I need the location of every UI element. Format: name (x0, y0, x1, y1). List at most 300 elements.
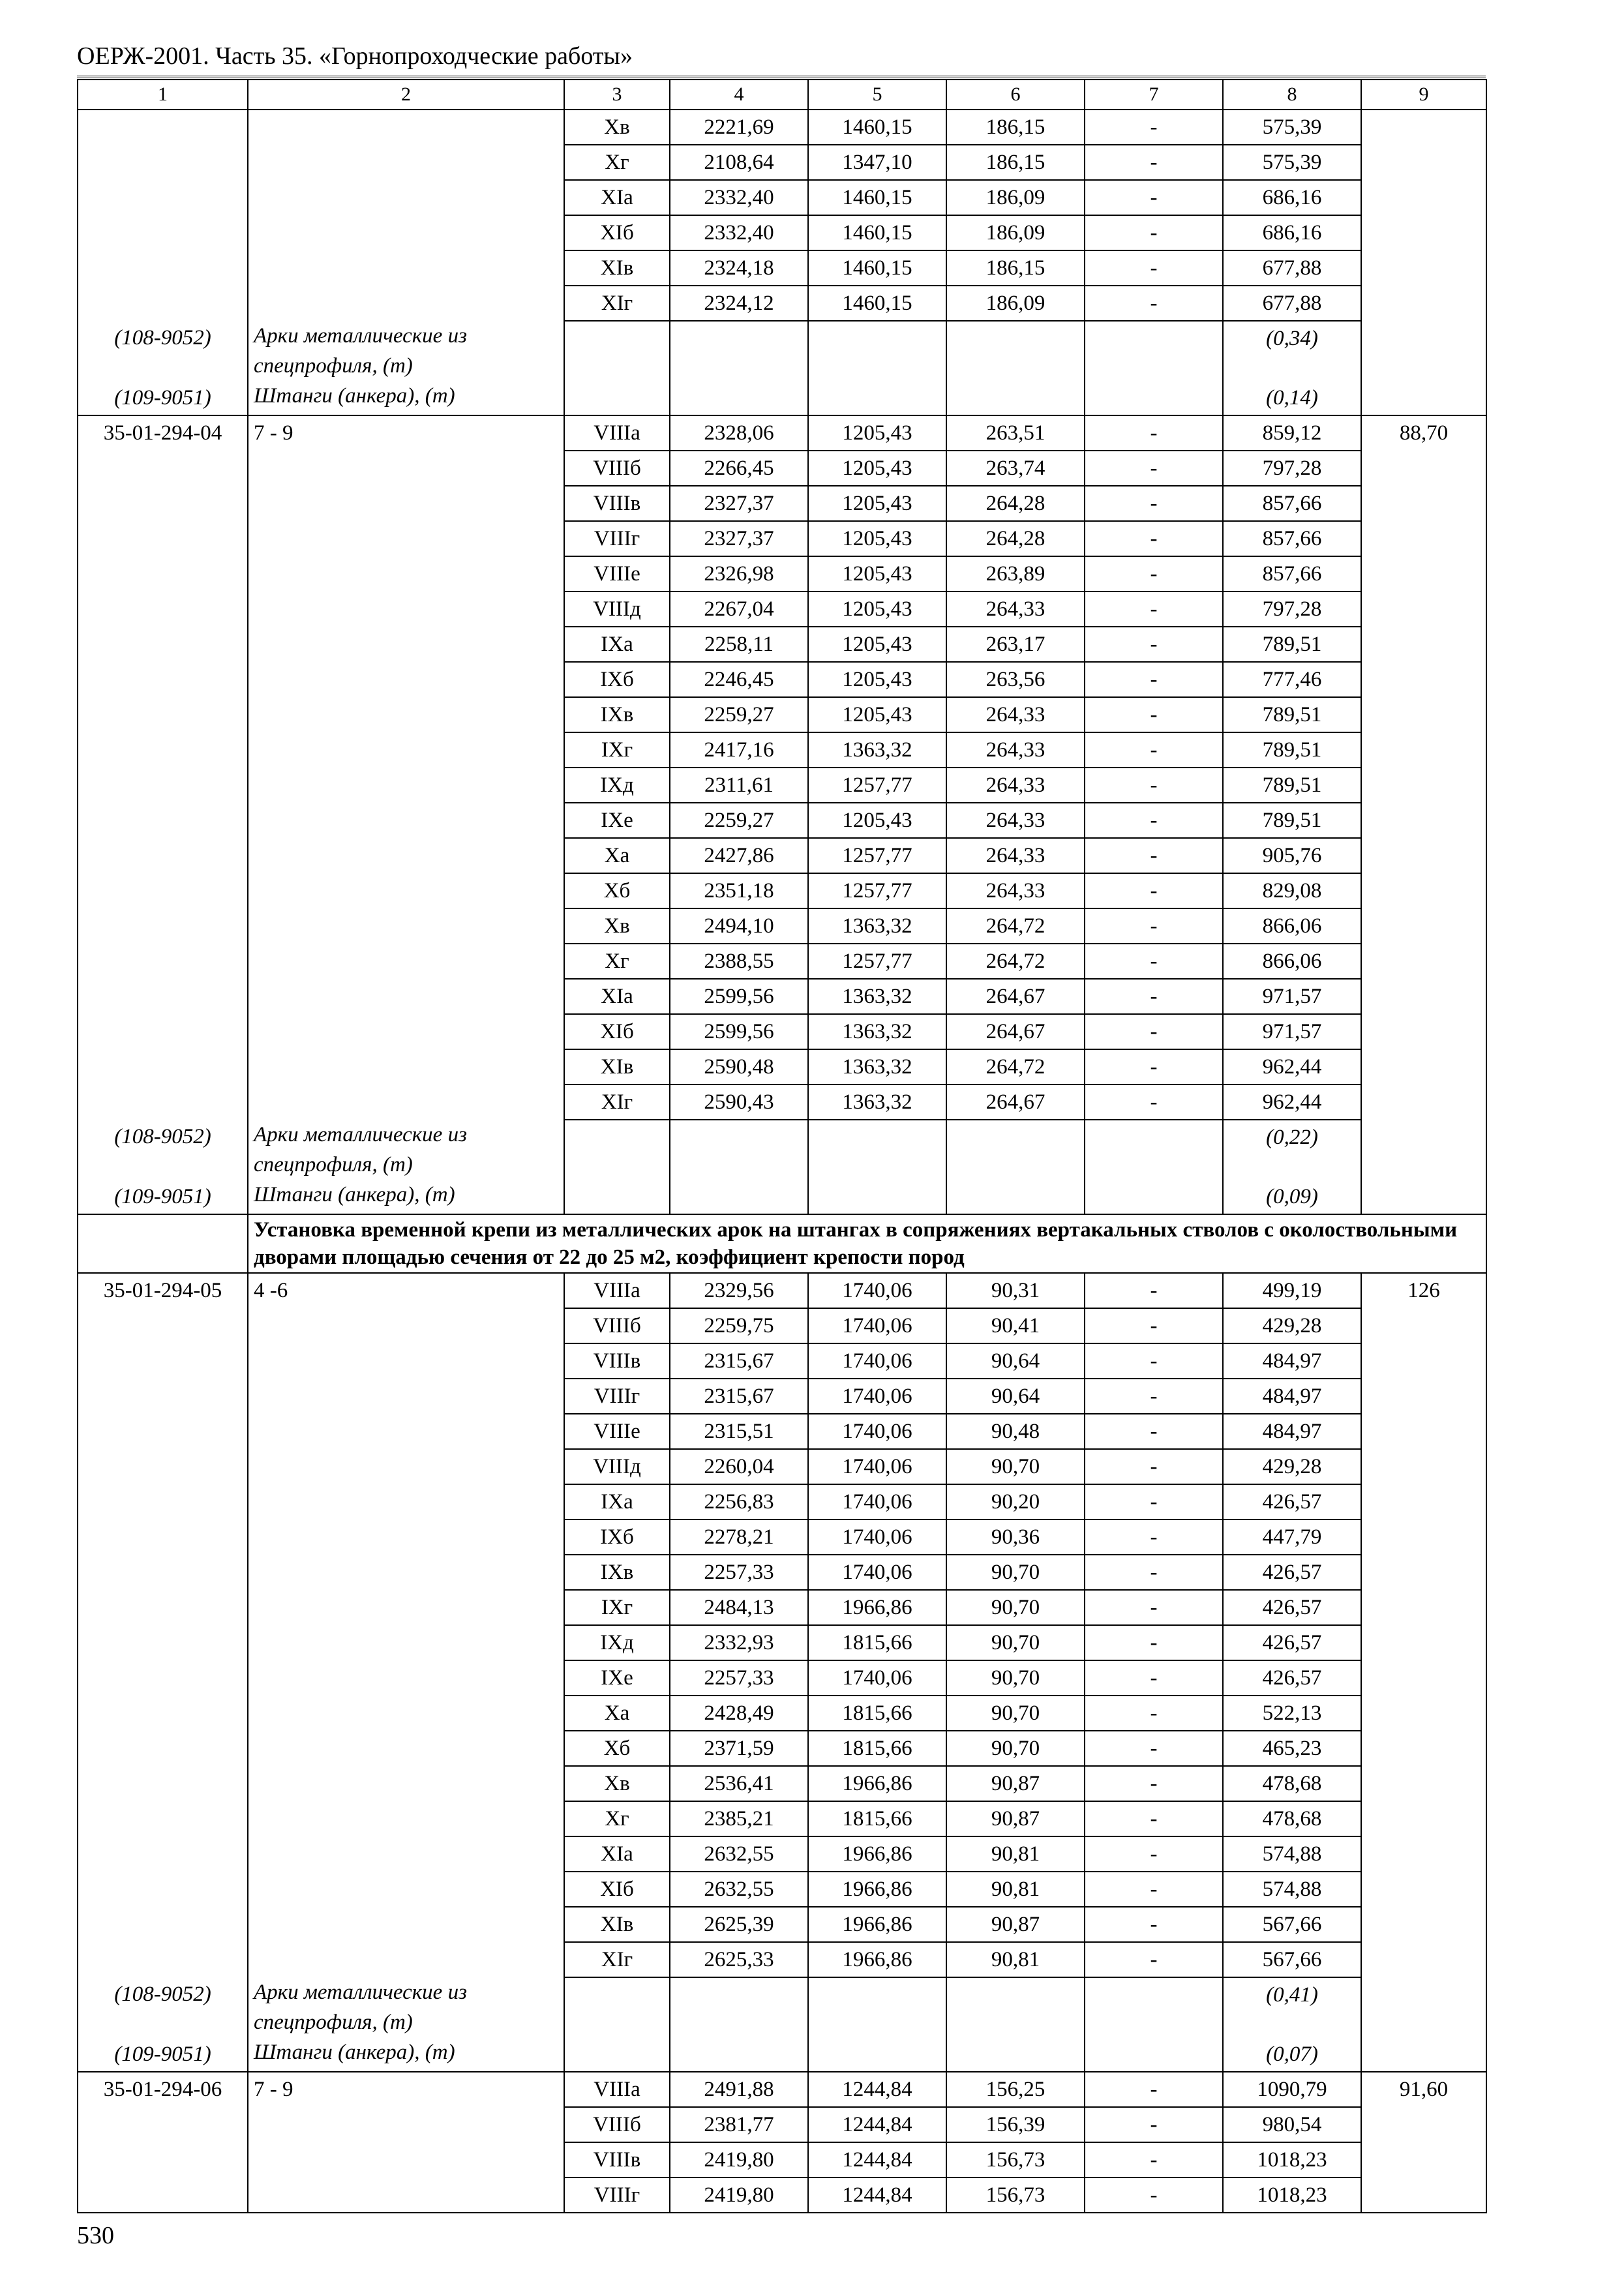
table-row (78, 521, 1486, 556)
machinists-pay: - (1085, 944, 1223, 979)
material-cost: 980,54 (1223, 2107, 1361, 2142)
table-row (78, 591, 1486, 627)
blank-cell (1361, 556, 1486, 591)
blank-cell (248, 1014, 564, 1049)
resource-row (78, 1180, 1486, 1214)
blank-cell (248, 2107, 564, 2142)
machinists-pay: - (1085, 697, 1223, 732)
labor-cost: 1460,15 (808, 215, 946, 250)
table-row (78, 1590, 1486, 1625)
table-row (78, 215, 1486, 250)
blank-cell (78, 486, 248, 521)
blank-cell (78, 1343, 248, 1379)
blank-cell (248, 1049, 564, 1085)
direct-costs: 2491,88 (670, 2072, 808, 2107)
ventilation-class: VIIIб (564, 2107, 670, 2142)
material-cost: 426,57 (1223, 1555, 1361, 1590)
blank-cell (248, 1555, 564, 1590)
ventilation-class: VIIIа (564, 2072, 670, 2107)
ventilation-class: VIIIб (564, 1308, 670, 1343)
blank-cell (1361, 908, 1486, 944)
blank-cell (248, 1308, 564, 1343)
table-row (78, 110, 1486, 145)
blank-cell (670, 381, 808, 415)
table-row (78, 1049, 1486, 1085)
blank-cell (1361, 2037, 1486, 2072)
column-number-4: 4 (670, 80, 808, 110)
blank-cell (1361, 1836, 1486, 1872)
blank-cell (248, 286, 564, 321)
blank-cell (248, 838, 564, 873)
resource-row (78, 321, 1486, 381)
ventilation-class: ХIа (564, 180, 670, 215)
ventilation-class: Хг (564, 944, 670, 979)
machine-cost: 264,33 (946, 873, 1085, 908)
blank-cell (1361, 768, 1486, 803)
direct-costs: 2267,04 (670, 591, 808, 627)
machinists-pay: - (1085, 627, 1223, 662)
blank-cell (248, 1942, 564, 1977)
labor-cost: 1244,84 (808, 2142, 946, 2177)
blank-cell (248, 1731, 564, 1766)
machinists-pay: - (1085, 908, 1223, 944)
machine-cost: 264,72 (946, 1049, 1085, 1085)
direct-costs: 2311,61 (670, 768, 808, 803)
table-row (78, 2142, 1486, 2177)
direct-costs: 2371,59 (670, 1731, 808, 1766)
blank-cell (248, 873, 564, 908)
machine-cost: 264,33 (946, 803, 1085, 838)
blank-cell (1361, 180, 1486, 215)
direct-costs: 2257,33 (670, 1660, 808, 1696)
machine-cost: 264,33 (946, 838, 1085, 873)
resource-code: (109-9051) (78, 2037, 248, 2072)
material-cost: 859,12 (1223, 415, 1361, 451)
ventilation-class: VIIIа (564, 1273, 670, 1308)
table-row (78, 1625, 1486, 1660)
table-row (78, 1273, 1486, 1308)
ventilation-class: Ха (564, 838, 670, 873)
blank-cell (670, 321, 808, 381)
ventilation-class: IХд (564, 768, 670, 803)
labor-cost: 1460,15 (808, 286, 946, 321)
blank-cell (78, 732, 248, 768)
blank-cell (78, 556, 248, 591)
blank-cell (1361, 1801, 1486, 1836)
blank-cell (78, 521, 248, 556)
blank-cell (1361, 1872, 1486, 1907)
blank-cell (1361, 662, 1486, 697)
ventilation-class: Хг (564, 145, 670, 180)
material-cost: 829,08 (1223, 873, 1361, 908)
blank-cell (248, 1379, 564, 1414)
ventilation-class: IХа (564, 1484, 670, 1519)
direct-costs: 2259,75 (670, 1308, 808, 1343)
blank-cell (78, 591, 248, 627)
table-row (78, 1343, 1486, 1379)
blank-cell (248, 2142, 564, 2177)
blank-cell (248, 803, 564, 838)
rock-hardness: 4 -6 (248, 1273, 564, 1308)
labor-cost: 1966,86 (808, 1872, 946, 1907)
table-row (78, 1801, 1486, 1836)
blank-cell (1361, 591, 1486, 627)
blank-cell (564, 1977, 670, 2037)
machinists-pay: - (1085, 1660, 1223, 1696)
blank-cell (1361, 486, 1486, 521)
norm-code: 35-01-294-06 (78, 2072, 248, 2107)
blank-cell (1361, 1120, 1486, 1180)
labor-cost: 1815,66 (808, 1625, 946, 1660)
blank-cell (1361, 451, 1486, 486)
machinists-pay: - (1085, 1555, 1223, 1590)
material-cost: 857,66 (1223, 521, 1361, 556)
ventilation-class: Хв (564, 1766, 670, 1801)
blank-cell (78, 873, 248, 908)
blank-cell (670, 2037, 808, 2072)
blank-cell (808, 2037, 946, 2072)
blank-cell (1085, 321, 1223, 381)
blank-cell (1361, 1014, 1486, 1049)
column-number-9: 9 (1361, 80, 1486, 110)
table-row (78, 1942, 1486, 1977)
machine-cost: 186,09 (946, 286, 1085, 321)
machine-cost: 90,87 (946, 1766, 1085, 1801)
labor-cost: 1205,43 (808, 486, 946, 521)
rock-hardness: 7 - 9 (248, 2072, 564, 2107)
resource-quantity: (0,09) (1223, 1180, 1361, 1214)
machine-cost: 186,15 (946, 110, 1085, 145)
blank-cell (78, 1696, 248, 1731)
labor-cost: 1460,15 (808, 180, 946, 215)
ventilation-class: Хв (564, 110, 670, 145)
blank-cell (1361, 1449, 1486, 1484)
blank-cell (78, 1555, 248, 1590)
ventilation-class: VIIIа (564, 415, 670, 451)
labor-cost: 1966,86 (808, 1836, 946, 1872)
blank-cell (78, 838, 248, 873)
machinists-pay: - (1085, 215, 1223, 250)
direct-costs: 2494,10 (670, 908, 808, 944)
machinists-pay: - (1085, 1273, 1223, 1308)
labor-cost: 1460,15 (808, 250, 946, 286)
labor-hours: 126 (1361, 1273, 1486, 1308)
machinists-pay: - (1085, 1590, 1223, 1625)
blank-cell (248, 1625, 564, 1660)
labor-cost: 1740,06 (808, 1379, 946, 1414)
blank-cell (564, 1180, 670, 1214)
blank-cell (78, 1484, 248, 1519)
ventilation-class: VIIIв (564, 2142, 670, 2177)
machine-cost: 264,33 (946, 732, 1085, 768)
ventilation-class: VIIIе (564, 1414, 670, 1449)
blank-cell (78, 286, 248, 321)
blank-cell (1361, 2107, 1486, 2142)
direct-costs: 2328,06 (670, 415, 808, 451)
direct-costs: 2266,45 (670, 451, 808, 486)
blank-cell (248, 1590, 564, 1625)
blank-cell (1361, 2142, 1486, 2177)
material-cost: 574,88 (1223, 1836, 1361, 1872)
labor-cost: 1257,77 (808, 838, 946, 873)
table-row (78, 944, 1486, 979)
blank-cell (78, 1907, 248, 1942)
labor-cost: 1347,10 (808, 145, 946, 180)
blank-cell (1361, 2177, 1486, 2213)
machine-cost: 90,70 (946, 1696, 1085, 1731)
machinists-pay: - (1085, 1801, 1223, 1836)
material-cost: 426,57 (1223, 1660, 1361, 1696)
blank-cell (1361, 1977, 1486, 2037)
direct-costs: 2256,83 (670, 1484, 808, 1519)
direct-costs: 2258,11 (670, 627, 808, 662)
direct-costs: 2428,49 (670, 1696, 808, 1731)
blank-cell (78, 1942, 248, 1977)
machinists-pay: - (1085, 1343, 1223, 1379)
material-cost: 484,97 (1223, 1379, 1361, 1414)
blank-cell (564, 381, 670, 415)
machinists-pay: - (1085, 1836, 1223, 1872)
column-number-row (78, 80, 1486, 110)
labor-cost: 1815,66 (808, 1731, 946, 1766)
blank-cell (1361, 1379, 1486, 1414)
material-cost: 484,97 (1223, 1414, 1361, 1449)
labor-cost: 1815,66 (808, 1696, 946, 1731)
blank-cell (1361, 521, 1486, 556)
blank-cell (248, 591, 564, 627)
direct-costs: 2419,80 (670, 2177, 808, 2213)
machine-cost: 264,72 (946, 944, 1085, 979)
machinists-pay: - (1085, 486, 1223, 521)
blank-cell (1361, 1484, 1486, 1519)
machinists-pay: - (1085, 2177, 1223, 2213)
ventilation-class: Хб (564, 1731, 670, 1766)
machine-cost: 90,87 (946, 1801, 1085, 1836)
blank-cell (248, 486, 564, 521)
machinists-pay: - (1085, 1731, 1223, 1766)
machinists-pay: - (1085, 1484, 1223, 1519)
resource-code: (109-9051) (78, 1180, 248, 1214)
machinists-pay: - (1085, 180, 1223, 215)
blank-cell (1361, 1660, 1486, 1696)
table-row (78, 803, 1486, 838)
machine-cost: 90,70 (946, 1555, 1085, 1590)
machinists-pay: - (1085, 1907, 1223, 1942)
material-cost: 857,66 (1223, 486, 1361, 521)
blank-cell (248, 1660, 564, 1696)
blank-cell (248, 250, 564, 286)
resource-name: Арки металлические из спецпрофиля, (т) (248, 1120, 564, 1180)
labor-cost: 1740,06 (808, 1555, 946, 1590)
labor-cost: 1363,32 (808, 1085, 946, 1120)
material-cost: 777,46 (1223, 662, 1361, 697)
norm-code: 35-01-294-04 (78, 415, 248, 451)
machinists-pay: - (1085, 1519, 1223, 1555)
machine-cost: 264,67 (946, 1014, 1085, 1049)
blank-cell (248, 697, 564, 732)
material-cost: 426,57 (1223, 1590, 1361, 1625)
blank-cell (78, 1449, 248, 1484)
direct-costs: 2484,13 (670, 1590, 808, 1625)
blank-cell (1361, 873, 1486, 908)
ventilation-class: Хб (564, 873, 670, 908)
column-number-7: 7 (1085, 80, 1223, 110)
blank-cell (248, 2177, 564, 2213)
blank-cell (1361, 1696, 1486, 1731)
material-cost: 677,88 (1223, 250, 1361, 286)
machinists-pay: - (1085, 250, 1223, 286)
machinists-pay: - (1085, 2142, 1223, 2177)
direct-costs: 2329,56 (670, 1273, 808, 1308)
material-cost: 789,51 (1223, 768, 1361, 803)
blank-cell (248, 1484, 564, 1519)
ventilation-class: ХIа (564, 979, 670, 1014)
machinists-pay: - (1085, 732, 1223, 768)
resource-row (78, 1120, 1486, 1180)
blank-cell (248, 1907, 564, 1942)
ventilation-class: ХIб (564, 1872, 670, 1907)
blank-cell (1361, 1519, 1486, 1555)
direct-costs: 2315,67 (670, 1343, 808, 1379)
machinists-pay: - (1085, 662, 1223, 697)
labor-cost: 1740,06 (808, 1308, 946, 1343)
blank-cell (78, 1519, 248, 1555)
machine-cost: 263,89 (946, 556, 1085, 591)
table-row (78, 768, 1486, 803)
direct-costs: 2332,40 (670, 180, 808, 215)
blank-cell (248, 908, 564, 944)
table-row (78, 732, 1486, 768)
direct-costs: 2419,80 (670, 2142, 808, 2177)
material-cost: 478,68 (1223, 1766, 1361, 1801)
direct-costs: 2326,98 (670, 556, 808, 591)
machine-cost: 90,81 (946, 1872, 1085, 1907)
machinists-pay: - (1085, 768, 1223, 803)
resource-code: (108-9052) (78, 1120, 248, 1180)
blank-cell (78, 662, 248, 697)
direct-costs: 2257,33 (670, 1555, 808, 1590)
blank-cell (78, 145, 248, 180)
blank-cell (248, 451, 564, 486)
blank-cell (78, 2142, 248, 2177)
material-cost: 905,76 (1223, 838, 1361, 873)
table-row (78, 2107, 1486, 2142)
blank-cell (248, 662, 564, 697)
material-cost: 575,39 (1223, 110, 1361, 145)
ventilation-class: IХе (564, 1660, 670, 1696)
machinists-pay: - (1085, 591, 1223, 627)
machine-cost: 186,15 (946, 250, 1085, 286)
labor-cost: 1460,15 (808, 110, 946, 145)
blank-cell (78, 1801, 248, 1836)
blank-cell (248, 145, 564, 180)
table-row (78, 1696, 1486, 1731)
blank-cell (78, 697, 248, 732)
table-row (78, 180, 1486, 215)
ventilation-class: VIIIв (564, 486, 670, 521)
machine-cost: 90,70 (946, 1625, 1085, 1660)
machinists-pay: - (1085, 979, 1223, 1014)
ventilation-class: ХIв (564, 1907, 670, 1942)
material-cost: 971,57 (1223, 1014, 1361, 1049)
machinists-pay: - (1085, 415, 1223, 451)
machinists-pay: - (1085, 1696, 1223, 1731)
table-row (78, 1014, 1486, 1049)
blank-cell (78, 1625, 248, 1660)
machinists-pay: - (1085, 1379, 1223, 1414)
blank-cell (1085, 1977, 1223, 2037)
table-row (78, 2072, 1486, 2107)
material-cost: 575,39 (1223, 145, 1361, 180)
resource-quantity: (0,22) (1223, 1120, 1361, 1180)
labor-cost: 1244,84 (808, 2072, 946, 2107)
table-row (78, 662, 1486, 697)
blank-cell (248, 1449, 564, 1484)
resource-name: Арки металлические из спецпрофиля, (т) (248, 1977, 564, 2037)
blank-cell (78, 944, 248, 979)
blank-cell (78, 1214, 248, 1273)
machinists-pay: - (1085, 1014, 1223, 1049)
blank-cell (1361, 215, 1486, 250)
blank-cell (78, 979, 248, 1014)
column-number-8: 8 (1223, 80, 1361, 110)
labor-cost: 1205,43 (808, 697, 946, 732)
blank-cell (808, 1120, 946, 1180)
labor-cost: 1740,06 (808, 1273, 946, 1308)
resource-code: (109-9051) (78, 381, 248, 415)
labor-cost: 1257,77 (808, 873, 946, 908)
machine-cost: 90,31 (946, 1273, 1085, 1308)
machine-cost: 90,48 (946, 1414, 1085, 1449)
labor-cost: 1966,86 (808, 1590, 946, 1625)
table-row (78, 1519, 1486, 1555)
machine-cost: 264,33 (946, 591, 1085, 627)
labor-cost: 1363,32 (808, 908, 946, 944)
direct-costs: 2108,64 (670, 145, 808, 180)
machinists-pay: - (1085, 556, 1223, 591)
material-cost: 447,79 (1223, 1519, 1361, 1555)
material-cost: 677,88 (1223, 286, 1361, 321)
blank-cell (670, 1180, 808, 1214)
table-row (78, 1660, 1486, 1696)
column-number-6: 6 (946, 80, 1085, 110)
material-cost: 1018,23 (1223, 2142, 1361, 2177)
machine-cost: 263,56 (946, 662, 1085, 697)
blank-cell (946, 1180, 1085, 1214)
blank-cell (1361, 381, 1486, 415)
resource-quantity: (0,34) (1223, 321, 1361, 381)
machine-cost: 264,28 (946, 486, 1085, 521)
blank-cell (1361, 1590, 1486, 1625)
labor-cost: 1966,86 (808, 1942, 946, 1977)
direct-costs: 2590,48 (670, 1049, 808, 1085)
ventilation-class: IХа (564, 627, 670, 662)
machinists-pay: - (1085, 2107, 1223, 2142)
resource-code: (108-9052) (78, 1977, 248, 2037)
blank-cell (248, 1872, 564, 1907)
direct-costs: 2332,93 (670, 1625, 808, 1660)
material-cost: 686,16 (1223, 215, 1361, 250)
direct-costs: 2625,33 (670, 1942, 808, 1977)
resource-name: Штанги (анкера), (т) (248, 381, 564, 415)
column-number-2: 2 (248, 80, 564, 110)
labor-cost: 1205,43 (808, 556, 946, 591)
table-row (78, 1308, 1486, 1343)
ventilation-class: VIIIб (564, 451, 670, 486)
table-row (78, 1449, 1486, 1484)
blank-cell (1361, 627, 1486, 662)
labor-cost: 1740,06 (808, 1519, 946, 1555)
